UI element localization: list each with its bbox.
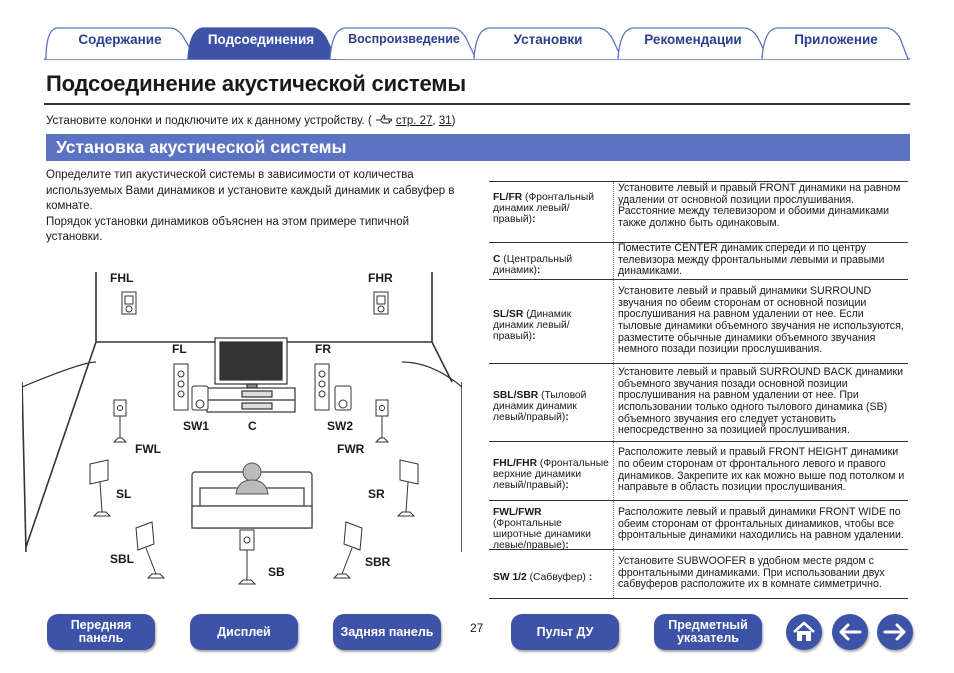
speaker-fhr <box>374 292 388 314</box>
label-sbr: SBR <box>365 555 391 569</box>
row-key: FHL/FHR (Фронтальные верхние динамики левый/правый): <box>493 458 609 491</box>
arrow-left-icon <box>832 614 868 650</box>
tab-appendix[interactable]: Приложение <box>794 32 878 47</box>
label-fwr: FWR <box>337 442 365 456</box>
home-icon <box>786 614 822 650</box>
table-row <box>489 549 908 599</box>
index-button[interactable]: Предметный указатель <box>654 614 762 650</box>
row-key: SW 1/2 (Сабвуфер) : <box>493 572 593 583</box>
link-page-31[interactable]: 31 <box>438 115 452 127</box>
speaker-sb <box>239 530 255 584</box>
subwoofer-2 <box>335 386 351 410</box>
remote-button[interactable]: Пульт ДУ <box>511 614 619 650</box>
link-page-27[interactable]: стр. 27 <box>395 115 433 127</box>
speaker-layout-diagram <box>22 262 462 602</box>
row-key: C (Центральный динамик): <box>493 253 573 276</box>
reference-hand-icon <box>375 113 393 125</box>
row-value: Поместите CENTER динамик спереди и по центру телевизора между фронтальными левыми и правыми динамиками. <box>613 243 908 279</box>
description <box>46 168 466 246</box>
label-fhl: FHL <box>110 271 134 285</box>
home-button[interactable] <box>786 614 822 650</box>
label-fwl: FWL <box>135 442 161 456</box>
front-panel-button[interactable]: Передняя панель <box>47 614 155 650</box>
section-title: Установка акустической системы <box>56 137 347 157</box>
intro-text: Установите колонки и подключите их к данному устройству. <box>46 115 365 127</box>
label-sbl: SBL <box>110 552 134 566</box>
speaker-fr <box>315 364 329 410</box>
row-value: Расположите левый и правый динамики FRONT WIDE по обеим сторонам от фронтальных динамиков, чтобы все фронтальные динамики находились на равном удалении. <box>613 501 908 549</box>
speaker-sl <box>90 460 110 516</box>
table-row <box>489 441 908 500</box>
tab-settings[interactable]: Установки <box>513 32 583 47</box>
row-value: Установите левый и правый динамики SURROUND звучания по обеим сторонам от основной позиции прослушивания на равном удалении от нее. Если тыловые динамики объемного звучания не используются, разместите обычные динамики объемного звучания немного позади позиции прослушивания. <box>613 280 908 363</box>
intro-open-paren: ( <box>367 115 372 127</box>
row-key: FWL/FWR (Фронтальные широтные динамики левые/правые): <box>493 506 591 551</box>
description-paragraph: Порядок установки динамиков объяснен на этом примере типичной установки. <box>46 215 410 243</box>
row-key: SBL/SBR (Тыловой динамик динамик левый/правый): <box>493 389 587 423</box>
display-button[interactable]: Дисплей <box>190 614 298 650</box>
speaker-sbr <box>334 522 362 578</box>
label-sw2: SW2 <box>327 419 354 433</box>
label-sr: SR <box>368 487 385 501</box>
tv <box>207 338 295 412</box>
description-paragraph: Определите тип акустической системы в зависимости от количества используемых Вами динамиков и установите каждый динамик и сабвуфер в комнате. <box>46 169 455 212</box>
previous-page-button[interactable] <box>832 614 868 650</box>
table-row <box>489 363 908 441</box>
table-row <box>489 500 908 549</box>
row-value: Установите левый и правый FRONT динамики на равном удалении от основной позиции прослушивания. Расстояние между телевизором и обоими динамиками также должно быть одинаковым. <box>613 182 908 242</box>
tab-connections[interactable]: Подсоединения <box>207 32 315 47</box>
tab-playback[interactable]: Воспроизведение <box>348 32 460 46</box>
intro-close-paren: ) <box>451 115 456 127</box>
next-page-button[interactable] <box>877 614 913 650</box>
label-sb: SB <box>268 565 285 579</box>
row-value: Установите SUBWOOFER в удобном месте рядом с фронтальными динамиками. При использовании двух сабвуферов расположите их в комнате симметрично. <box>613 550 908 598</box>
label-sw1: SW1 <box>183 419 210 433</box>
tab-tips[interactable]: Рекомендации <box>644 32 742 47</box>
speaker-fhl <box>122 292 136 314</box>
row-key: SL/SR (Динамик динамик левый/правый): <box>493 308 572 342</box>
top-tab-bar <box>44 26 910 60</box>
arrow-right-icon <box>877 614 913 650</box>
rear-panel-button[interactable]: Задняя панель <box>333 614 441 650</box>
label-c: C <box>248 419 257 433</box>
label-fhr: FHR <box>368 271 393 285</box>
subwoofer-1 <box>192 386 208 410</box>
speaker-fwr <box>376 400 388 442</box>
tab-contents[interactable]: Содержание <box>78 32 162 47</box>
row-key: FL/FR (Фронтальный динамик левый/правый): <box>493 192 594 225</box>
page-number: 27 <box>470 621 484 635</box>
table-row <box>489 181 908 242</box>
speaker-sbl <box>136 522 164 578</box>
row-value: Расположите левый и правый FRONT HEIGHT динамики по обеим сторонам от фронтального левого и правого динамиков. Закрепите их как можно выше под потолком и направьте в область позиции прослушивания. <box>613 442 908 500</box>
label-fl: FL <box>172 342 187 356</box>
speaker-table <box>489 181 908 599</box>
intro-separator: , <box>432 115 436 127</box>
label-fr: FR <box>315 342 331 356</box>
title-divider <box>44 103 910 105</box>
table-row <box>489 242 908 279</box>
speaker-fwl <box>114 400 126 442</box>
label-sl: SL <box>116 487 132 501</box>
room-illustration <box>22 262 462 602</box>
page-title: Подсоединение акустической системы <box>46 71 466 96</box>
speaker-sr <box>398 460 418 516</box>
table-row <box>489 279 908 363</box>
speaker-fl <box>174 364 188 410</box>
intro-line <box>46 113 455 127</box>
row-value: Установите левый и правый SURROUND BACK динамики объемного звучания позади основной позиции прослушивания на равном удалении от нее. При использовании только одного тылового динамика (SB) объемного звучания его следует установить непосредственно за позицией прослушивания. <box>613 364 908 441</box>
